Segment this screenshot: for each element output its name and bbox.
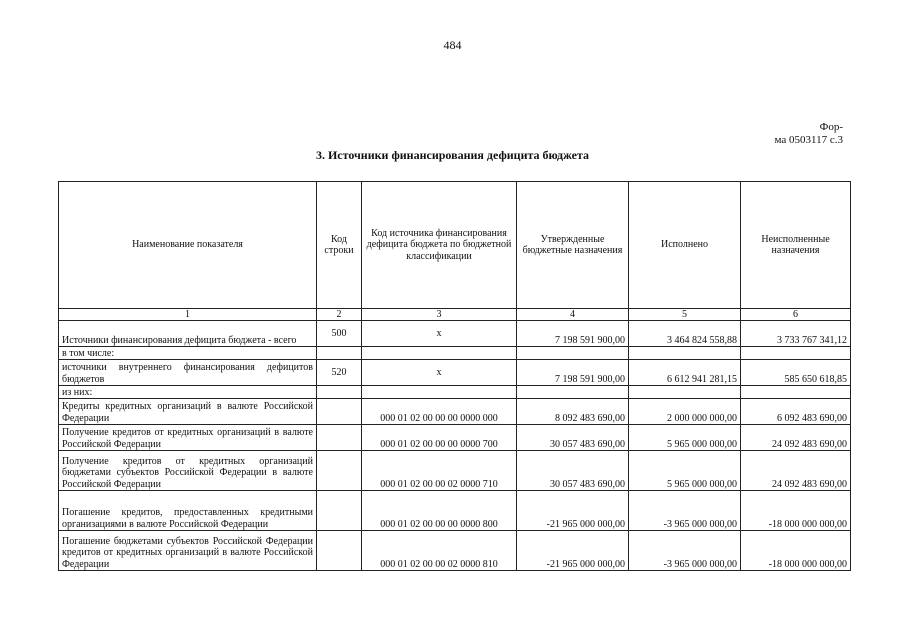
row-unexecuted: -18 000 000 000,00 [741, 491, 851, 531]
header-source-code: Код источника финансирования дефицита бюджета по бюджетной классификации [362, 182, 517, 309]
row-name: Кредиты кредитных организаций в валюте Российской Федерации [59, 399, 317, 425]
row-code: 500 [317, 321, 362, 347]
form-label-line-1: Фор- [819, 121, 843, 133]
page-number: 484 [443, 38, 462, 52]
column-number: 4 [517, 309, 629, 321]
row-name: в том числе: [59, 347, 317, 360]
row-name: Погашение бюджетами субъектов Российской Федерации кредитов от кредитных организаций в валюте Российской Федерации [59, 531, 317, 571]
row-name: Получение кредитов от кредитных организаций в валюте Российской Федерации [59, 425, 317, 451]
row-code: 520 [317, 360, 362, 386]
row-source-code: 000 01 02 00 00 00 0000 700 [362, 425, 517, 451]
row-source-code: x [362, 360, 517, 386]
row-source-code: 000 01 02 00 00 02 0000 710 [362, 451, 517, 491]
row-executed [629, 386, 741, 399]
column-number-row [59, 309, 851, 321]
row-source-code [362, 347, 517, 360]
table-row [59, 399, 851, 425]
table-title: 3. Источники финансирования дефицита бюджета [315, 148, 590, 162]
row-name: из них: [59, 386, 317, 399]
header-name: Наименование показателя [59, 182, 317, 309]
row-unexecuted: 24 092 483 690,00 [741, 451, 851, 491]
row-executed: 5 965 000 000,00 [629, 425, 741, 451]
header-approved: Утвержденные бюджетные назначения [517, 182, 629, 309]
row-code [317, 425, 362, 451]
row-executed: 3 464 824 558,88 [629, 321, 741, 347]
table-row [59, 425, 851, 451]
header-row [59, 182, 851, 309]
table-row [59, 491, 851, 531]
row-code [317, 386, 362, 399]
row-approved: -21 965 000 000,00 [517, 491, 629, 531]
table-row [59, 321, 851, 347]
row-unexecuted: -18 000 000 000,00 [741, 531, 851, 571]
row-unexecuted: 24 092 483 690,00 [741, 425, 851, 451]
table-row [59, 386, 851, 399]
row-unexecuted [741, 347, 851, 360]
form-label-line-2: ма 0503117 с.3 [774, 134, 843, 146]
table-row [59, 451, 851, 491]
table-row [59, 360, 851, 386]
row-executed: 6 612 941 281,15 [629, 360, 741, 386]
row-name: Погашение кредитов, предоставленных кредитными организациями в валюте Российской Федерации [59, 491, 317, 531]
header-unexecuted: Неисполненные назначения [741, 182, 851, 309]
row-code [317, 399, 362, 425]
row-unexecuted: 585 650 618,85 [741, 360, 851, 386]
row-name: Получение кредитов от кредитных организаций бюджетами субъектов Российской Федерации в валюте Российской Федерации [59, 451, 317, 491]
row-source-code: 000 01 02 00 00 00 0000 000 [362, 399, 517, 425]
row-executed: 2 000 000 000,00 [629, 399, 741, 425]
row-code [317, 347, 362, 360]
row-executed: -3 965 000 000,00 [629, 491, 741, 531]
row-executed: 5 965 000 000,00 [629, 451, 741, 491]
row-name: источники внутреннего финансирования дефицитов бюджетов [59, 360, 317, 386]
row-approved: 7 198 591 900,00 [517, 321, 629, 347]
table-row [59, 347, 851, 360]
form-label [775, 121, 844, 147]
row-code [317, 531, 362, 571]
row-approved [517, 347, 629, 360]
row-code [317, 451, 362, 491]
row-executed [629, 347, 741, 360]
row-executed: -3 965 000 000,00 [629, 531, 741, 571]
header-executed: Исполнено [629, 182, 741, 309]
column-number: 5 [629, 309, 741, 321]
row-unexecuted: 3 733 767 341,12 [741, 321, 851, 347]
column-number: 1 [59, 309, 317, 321]
column-number: 6 [741, 309, 851, 321]
row-approved: 30 057 483 690,00 [517, 425, 629, 451]
row-approved: 8 092 483 690,00 [517, 399, 629, 425]
column-number: 3 [362, 309, 517, 321]
row-approved: 7 198 591 900,00 [517, 360, 629, 386]
row-source-code: 000 01 02 00 00 00 0000 800 [362, 491, 517, 531]
row-approved: -21 965 000 000,00 [517, 531, 629, 571]
header-code: Код строки [317, 182, 362, 309]
table-row [59, 531, 851, 571]
row-approved [517, 386, 629, 399]
row-name: Источники финансирования дефицита бюджета - всего [59, 321, 317, 347]
row-source-code [362, 386, 517, 399]
row-source-code: 000 01 02 00 00 02 0000 810 [362, 531, 517, 571]
row-unexecuted: 6 092 483 690,00 [741, 399, 851, 425]
row-approved: 30 057 483 690,00 [517, 451, 629, 491]
row-source-code: x [362, 321, 517, 347]
column-number: 2 [317, 309, 362, 321]
financing-sources-table [58, 181, 851, 571]
row-unexecuted [741, 386, 851, 399]
row-code [317, 491, 362, 531]
